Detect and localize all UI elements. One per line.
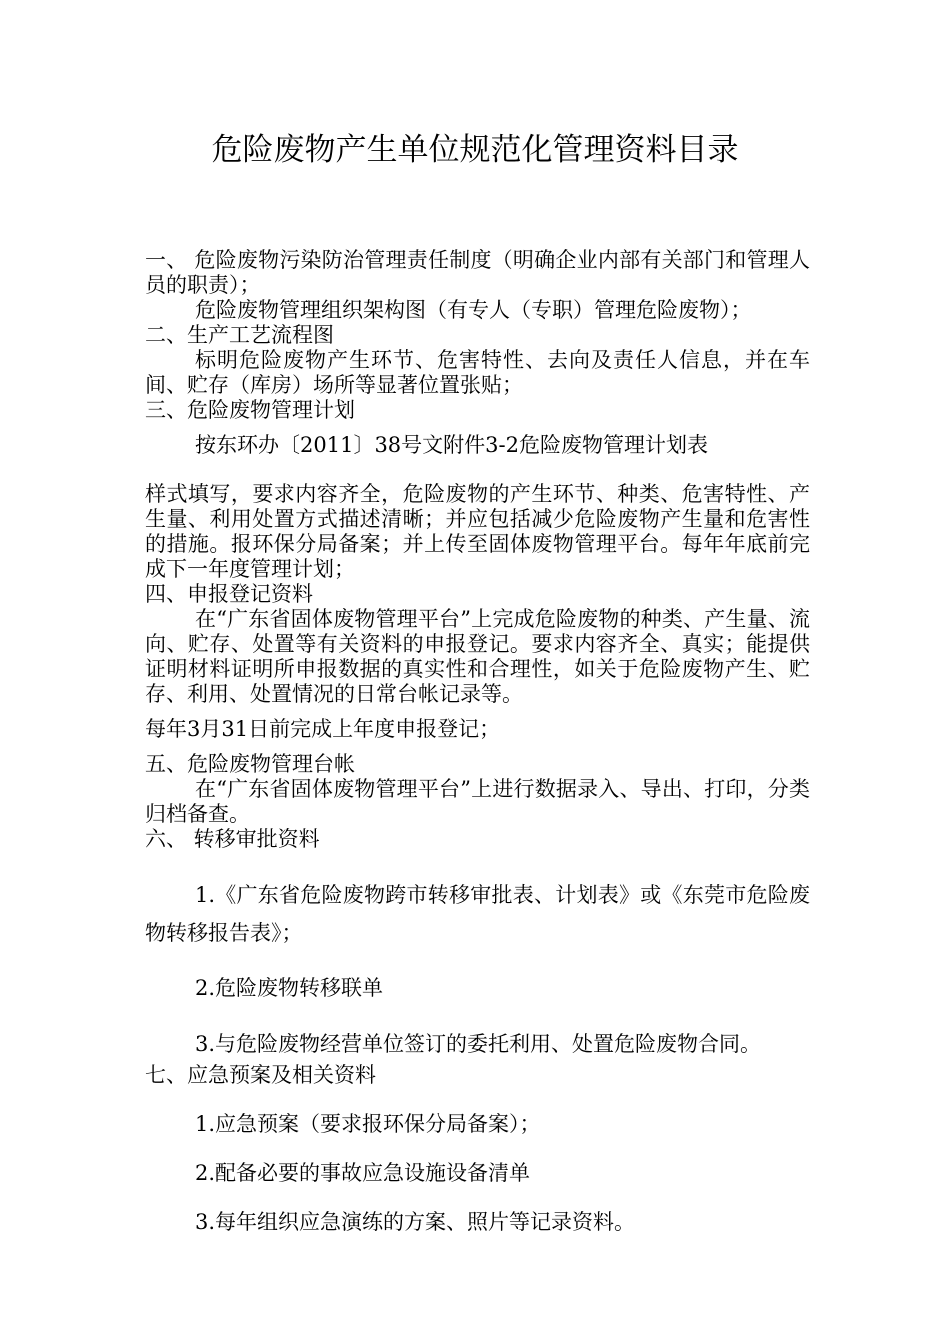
section-heading-3: 三、危险废物管理计划 [145,398,355,422]
section-paragraph: 在“广东省固体废物管理平台”上完成危险废物的种类、产生量、流向、贮存、处置等有关资料的申报登记。要求内容齐全、真实；能提供证明材料证明所申报数据的真实性和合理性，如关于危险废物产生、贮存、利用、处置情况的日常台帐记录等。 [145,607,810,706]
document-body [145,248,810,1235]
section-paragraph: 标明危险废物产生环节、危害特性、去向及责任人信息，并在车间、贮存（库房）场所等显著位置张贴； [145,348,810,397]
section-paragraph: 2.危险废物转移联单 [195,976,384,1000]
section-paragraph: 3.每年组织应急演练的方案、照片等记录资料。 [195,1210,636,1234]
section-heading-6: 六、 转移审批资料 [145,827,320,851]
section-heading-4: 四、申报登记资料 [145,582,313,606]
section-heading-2: 二、生产工艺流程图 [145,323,334,347]
section-paragraph: 1.应急预案（要求报环保分局备案）； [195,1112,541,1136]
section-paragraph: 危险废物管理组织架构图（有专人（专职）管理危险废物）； [195,298,752,322]
section-paragraph: 样式填写，要求内容齐全，危险废物的产生环节、种类、危害特性、产生量、利用处置方式描述清晰；并应包括减少危险废物产生量和危害性的措施。报环保分局备案；并上传至固体废物管理平台。每年年底前完成下一年度管理计划； [145,482,810,581]
section-heading-1: 一、 危险废物污染防治管理责任制度（明确企业内部有关部门和管理人员的职责）； [145,248,810,297]
section-paragraph: 1.《广东省危险废物跨市转移审批表、计划表》或《东莞市危险废物转移报告表》； [145,883,810,945]
section-paragraph: 按东环办〔2011〕38号文附件3-2危险废物管理计划表 [195,433,708,457]
document-title: 危险废物产生单位规范化管理资料目录 [211,132,739,168]
section-paragraph: 3.与危险废物经营单位签订的委托利用、处置危险废物合同。 [195,1032,762,1056]
section-heading-7: 七、应急预案及相关资料 [145,1063,376,1087]
section-paragraph: 每年3月31日前完成上年度申报登记； [145,717,501,741]
section-paragraph: 2.配备必要的事故应急设施设备清单 [195,1161,531,1185]
section-paragraph: 在“广东省固体废物管理平台”上进行数据录入、导出、打印，分类归档备查。 [145,777,810,826]
section-heading-5: 五、危险废物管理台帐 [145,752,355,776]
